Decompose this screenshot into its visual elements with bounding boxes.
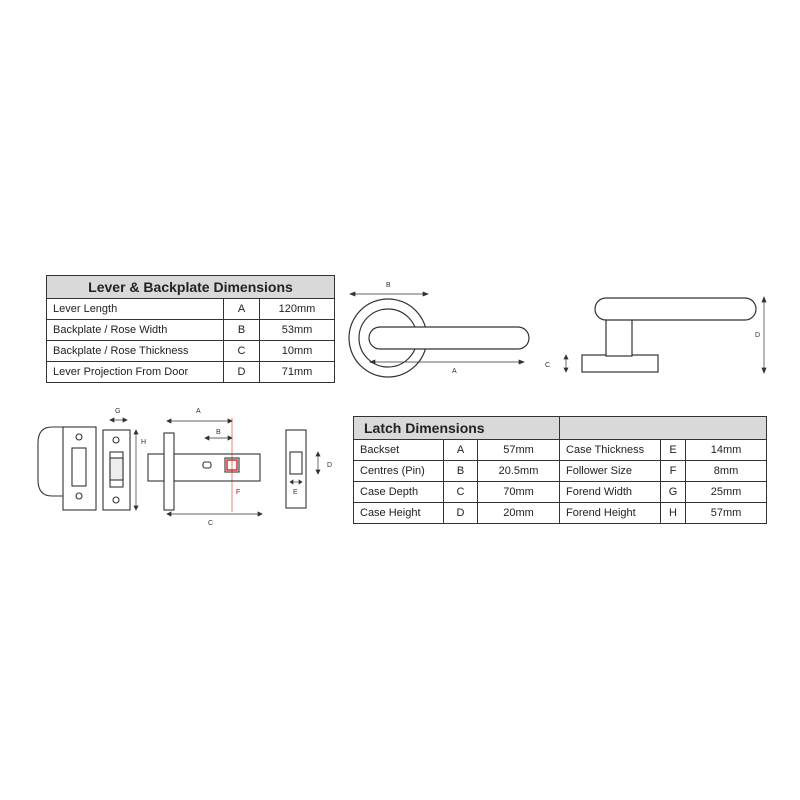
- dim-label-g: G: [115, 408, 121, 415]
- forend-screw-top: [113, 437, 119, 443]
- latch-faceplate: [164, 433, 174, 510]
- forend-latch-bolt: [110, 458, 123, 480]
- table-row: [47, 341, 335, 362]
- dim-label-d: D: [755, 332, 761, 339]
- row-label: Lever Length: [47, 299, 224, 320]
- row-code: B: [444, 461, 478, 482]
- row-code: B: [224, 320, 260, 341]
- row-value: 57mm: [686, 503, 767, 524]
- row-label: Forend Width: [560, 482, 661, 503]
- row-label: Case Thickness: [560, 440, 661, 461]
- row-value: 25mm: [686, 482, 767, 503]
- row-label: Backplate / Rose Width: [47, 320, 224, 341]
- latch-pin: [203, 462, 211, 468]
- row-code: A: [444, 440, 478, 461]
- dim-label-h: H: [141, 439, 147, 446]
- row-label: Backset: [354, 440, 444, 461]
- striker-screw-top: [76, 434, 82, 440]
- row-code: F: [661, 461, 686, 482]
- row-value: 71mm: [260, 362, 335, 383]
- row-code: D: [224, 362, 260, 383]
- table-row: [47, 299, 335, 320]
- row-code: D: [444, 503, 478, 524]
- forend-screw-bottom: [113, 497, 119, 503]
- row-value: 120mm: [260, 299, 335, 320]
- row-label: Backplate / Rose Thickness: [47, 341, 224, 362]
- dim-label-f: F: [236, 489, 241, 496]
- table-row: [47, 362, 335, 383]
- row-value: 8mm: [686, 461, 767, 482]
- lever-dimensions-table: [46, 275, 335, 383]
- row-label: Centres (Pin): [354, 461, 444, 482]
- dim-label-a: A: [452, 368, 457, 375]
- row-value: 20mm: [478, 503, 560, 524]
- row-value: 70mm: [478, 482, 560, 503]
- lever-side-stem: [606, 319, 632, 356]
- latch-dimensions-table: [353, 416, 767, 524]
- dim-label-e: E: [293, 489, 298, 496]
- row-code: C: [224, 341, 260, 362]
- row-label: Case Height: [354, 503, 444, 524]
- row-label: Follower Size: [560, 461, 661, 482]
- dim-label-b: B: [386, 282, 391, 289]
- row-code: H: [661, 503, 686, 524]
- latch-case: [174, 454, 260, 481]
- row-label: Forend Height: [560, 503, 661, 524]
- latch-bolt-tongue: [148, 454, 164, 481]
- dim-label-a: A: [196, 408, 201, 415]
- latch-table-header-blank: [560, 417, 767, 440]
- lever-side-view-diagram: [540, 285, 770, 385]
- lever-arm: [369, 327, 529, 349]
- striker-plate-slot: [72, 448, 86, 486]
- latch-end-slot: [290, 452, 302, 474]
- row-code: G: [661, 482, 686, 503]
- row-value: 53mm: [260, 320, 335, 341]
- latch-table-title: Latch Dimensions: [354, 417, 560, 440]
- dim-label-c: C: [208, 520, 214, 527]
- row-label: Case Depth: [354, 482, 444, 503]
- row-value: 57mm: [478, 440, 560, 461]
- table-row: [354, 440, 767, 461]
- lever-front-view-diagram: [340, 275, 540, 385]
- lever-table-title: Lever & Backplate Dimensions: [47, 276, 335, 299]
- striker-plate: [38, 427, 63, 496]
- dim-label-d: D: [327, 462, 333, 469]
- row-value: 20.5mm: [478, 461, 560, 482]
- table-row: [354, 482, 767, 503]
- lever-side-rose: [582, 355, 658, 372]
- row-label: Lever Projection From Door: [47, 362, 224, 383]
- latch-diagram: [30, 400, 340, 530]
- dim-label-b: B: [216, 429, 221, 436]
- row-value: 14mm: [686, 440, 767, 461]
- striker-screw-bottom: [76, 493, 82, 499]
- row-value: 10mm: [260, 341, 335, 362]
- table-row: [354, 461, 767, 482]
- lever-side-arm: [595, 298, 756, 320]
- table-row: [47, 320, 335, 341]
- dim-label-c: C: [545, 362, 551, 369]
- table-row: [354, 503, 767, 524]
- row-code: C: [444, 482, 478, 503]
- row-code: A: [224, 299, 260, 320]
- row-code: E: [661, 440, 686, 461]
